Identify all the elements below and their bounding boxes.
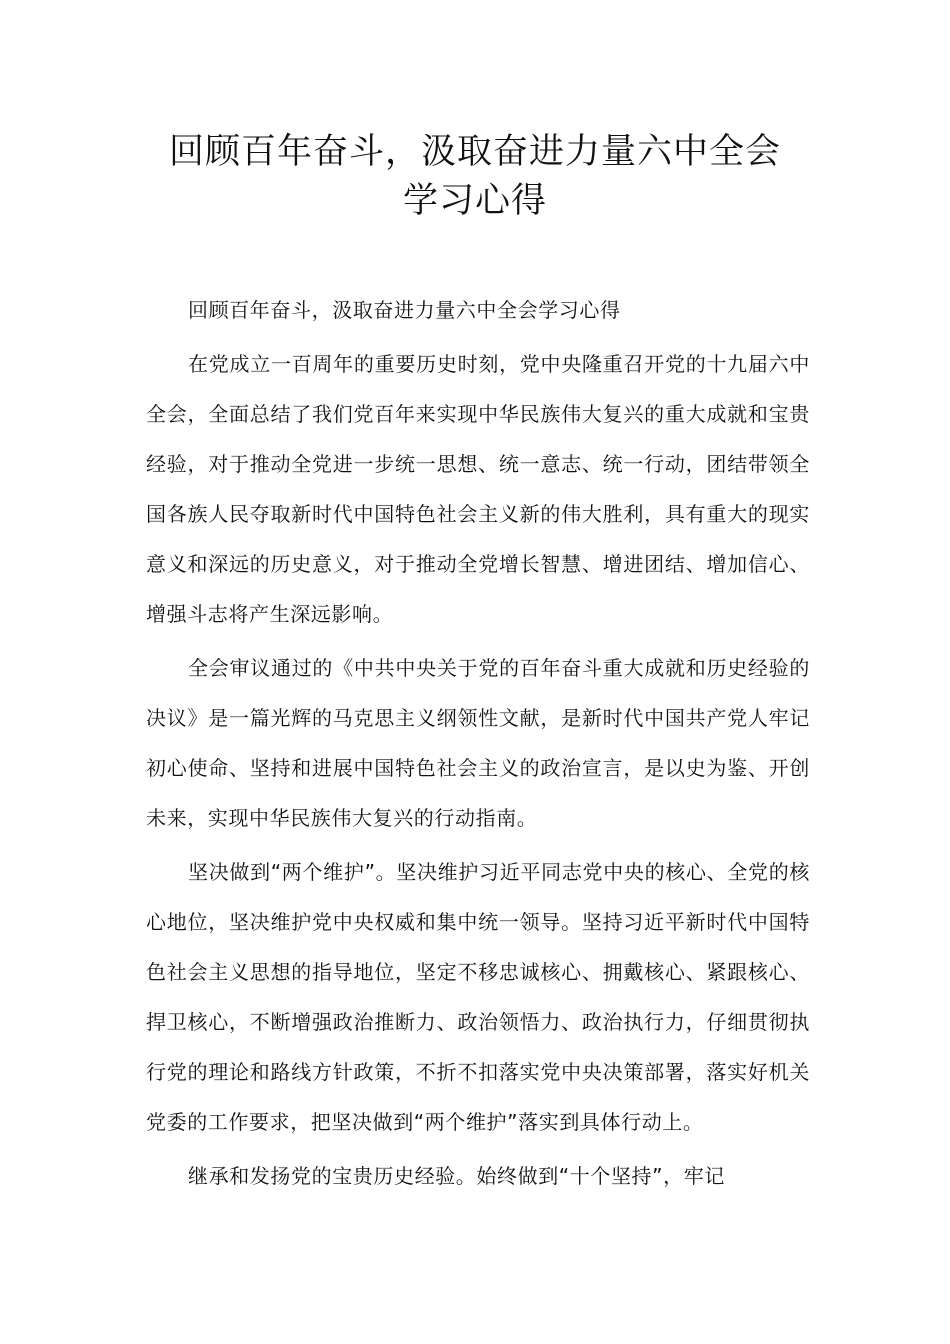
paragraph-1: 在党成立一百周年的重要历史时刻，党中央隆重召开党的十九届六中全会，全面总结了我们党百年来实现中华民族伟大复兴的重大成就和宝贵经验，对于推动全党进一步统一思想、统一意志、统一行动，团结带领全国各族人民夺取新时代中国特色社会主义新的伟大胜利，具有重大的现实意义和深远的历史意义，对于推动全党增长智慧、增进团结、增加信心、增强斗志将产生深远影响。 (146, 352, 810, 626)
paragraph-2: 全会审议通过的《中共中央关于党的百年奋斗重大成就和历史经验的决议》是一篇光辉的马克思主义纲领性文献，是新时代中国共产党人牢记初心使命、坚持和进展中国特色社会主义的政治宣言，是以史为鉴、开创未来，实现中华民族伟大复兴的行动指南。 (146, 656, 810, 830)
document-body (146, 285, 810, 1205)
paragraph-3: 坚决做到“两个维护”。坚决维护习近平同志党中央的核心、全党的核心地位，坚决维护党中央权威和集中统一领导。坚持习近平新时代中国特色社会主义思想的指导地位，坚定不移忠诚核心、拥戴核心、紧跟核心、捍卫核心，不断增强政治推断力、政治领悟力、政治执行力，仔细贯彻执行党的理论和路线方针政策，不折不扣落实党中央决策部署，落实好机关党委的工作要求，把坚决做到“两个维护”落实到具体行动上。 (146, 860, 810, 1134)
title-line-1: 回顾百年奋斗，汲取奋进力量六中全会 (168, 132, 781, 172)
paragraph-4: 继承和发扬党的宝贵历史经验。始终做到“十个坚持”，牢记 (188, 1164, 725, 1188)
title-line-2: 学习心得 (402, 181, 547, 221)
paragraph-subtitle: 回顾百年奋斗，汲取奋进力量六中全会学习心得 (188, 298, 621, 322)
document-title (130, 128, 820, 226)
